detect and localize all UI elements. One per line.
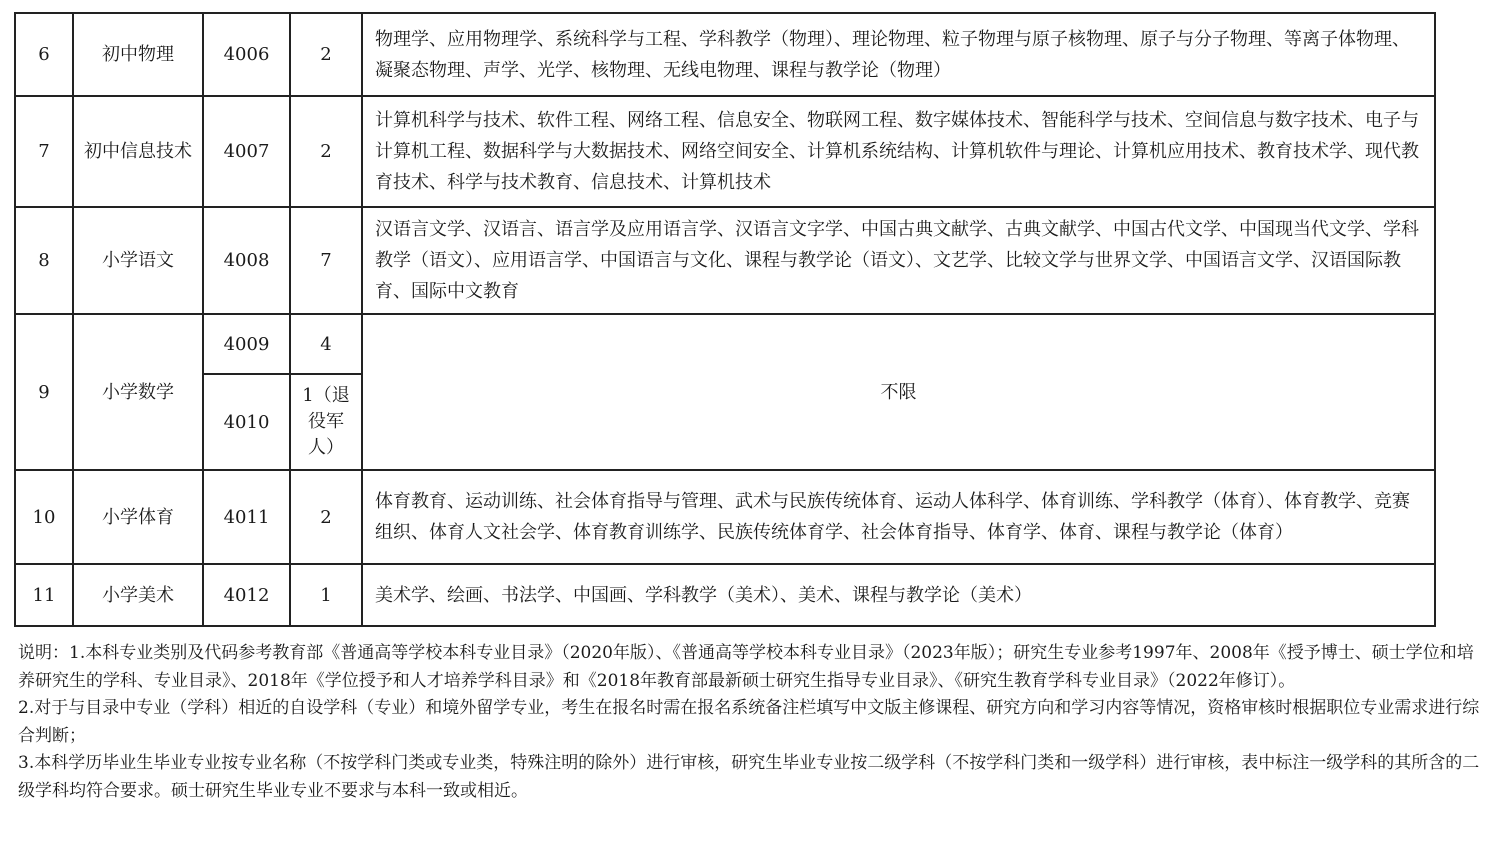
hire-count: 4 xyxy=(290,314,362,374)
table-row-9a xyxy=(15,314,1435,374)
position-code: 4010 xyxy=(203,374,290,470)
row-number: 10 xyxy=(15,470,73,564)
table-row-11 xyxy=(15,564,1435,626)
note-2: 2.对于与目录中专业（学科）相近的自设学科（专业）和境外留学专业，考生在报名时需在报名系统备注栏填写中文版主修课程、研究方向和学习内容等情况，资格审核时根据职位专业需求进行综合判断； xyxy=(18,698,1480,746)
table-row-8 xyxy=(15,207,1435,314)
major-requirements: 物理学、应用物理学、系统科学与工程、学科教学（物理）、理论物理、粒子物理与原子核物理、原子与分子物理、等离子体物理、凝聚态物理、声学、光学、核物理、无线电物理、课程与教学论（物理） xyxy=(362,13,1435,96)
position-code: 4012 xyxy=(203,564,290,626)
major-requirements: 体育教育、运动训练、社会体育指导与管理、武术与民族传统体育、运动人体科学、体育训练、学科教学（体育）、体育教学、竞赛组织、体育人文社会学、体育教育训练学、民族传统体育学、社会体育指导、体育学、体育、课程与教学论（体育） xyxy=(362,470,1435,564)
hire-count: 1（退役军人） xyxy=(290,374,362,470)
hire-count: 2 xyxy=(290,470,362,564)
recruitment-table xyxy=(14,12,1436,627)
position-code: 4008 xyxy=(203,207,290,314)
table-row-7 xyxy=(15,96,1435,207)
hire-count: 2 xyxy=(290,13,362,96)
row-number: 6 xyxy=(15,13,73,96)
note-3: 3.本科学历毕业生毕业专业按专业名称（不按学科门类或专业类，特殊注明的除外）进行审核，研究生毕业专业按二级学科（不按学科门类和一级学科）进行审核，表中标注一级学科的其所含的二级学科均符合要求。硕士研究生毕业专业不要求与本科一致或相近。 xyxy=(18,753,1480,801)
row-number: 9 xyxy=(15,314,73,470)
row-number: 7 xyxy=(15,96,73,207)
note-1: 说明：1.本科专业类别及代码参考教育部《普通高等学校本科专业目录》（2020年版）、《普通高等学校本科专业目录》（2023年版）；研究生专业参考1997年、2008年《授予博士、硕士学位和培养研究生的学科、专业目录》、2018年《学位授予和人才培养学科目录》和《2018年教育部最新硕士研究生指导专业目录》、《研究生教育学科专业目录》（2022年修订）。 xyxy=(18,643,1474,691)
notes-section xyxy=(18,640,1480,805)
position-name: 小学体育 xyxy=(73,470,203,564)
position-name: 小学语文 xyxy=(73,207,203,314)
hire-count: 7 xyxy=(290,207,362,314)
position-name: 初中物理 xyxy=(73,13,203,96)
table-row-10 xyxy=(15,470,1435,564)
major-requirements: 汉语言文学、汉语言、语言学及应用语言学、汉语言文字学、中国古典文献学、古典文献学、中国古代文学、中国现当代文学、学科教学（语文）、应用语言学、中国语言与文化、课程与教学论（语文）、文艺学、比较文学与世界文学、中国语言文学、汉语国际教育、国际中文教育 xyxy=(362,207,1435,314)
major-requirements: 美术学、绘画、书法学、中国画、学科教学（美术）、美术、课程与教学论（美术） xyxy=(362,564,1435,626)
position-code: 4011 xyxy=(203,470,290,564)
row-number: 11 xyxy=(15,564,73,626)
position-name: 小学美术 xyxy=(73,564,203,626)
position-code: 4009 xyxy=(203,314,290,374)
major-requirements: 不限 xyxy=(362,314,1435,470)
major-requirements: 计算机科学与技术、软件工程、网络工程、信息安全、物联网工程、数字媒体技术、智能科学与技术、空间信息与数字技术、电子与计算机工程、数据科学与大数据技术、网络空间安全、计算机系统结构、计算机软件与理论、计算机应用技术、教育技术学、现代教育技术、科学与技术教育、信息技术、计算机技术 xyxy=(362,96,1435,207)
table-row-6 xyxy=(15,13,1435,96)
position-code: 4007 xyxy=(203,96,290,207)
position-name: 小学数学 xyxy=(73,314,203,470)
position-code: 4006 xyxy=(203,13,290,96)
hire-count: 2 xyxy=(290,96,362,207)
hire-count: 1 xyxy=(290,564,362,626)
row-number: 8 xyxy=(15,207,73,314)
position-name: 初中信息技术 xyxy=(73,96,203,207)
